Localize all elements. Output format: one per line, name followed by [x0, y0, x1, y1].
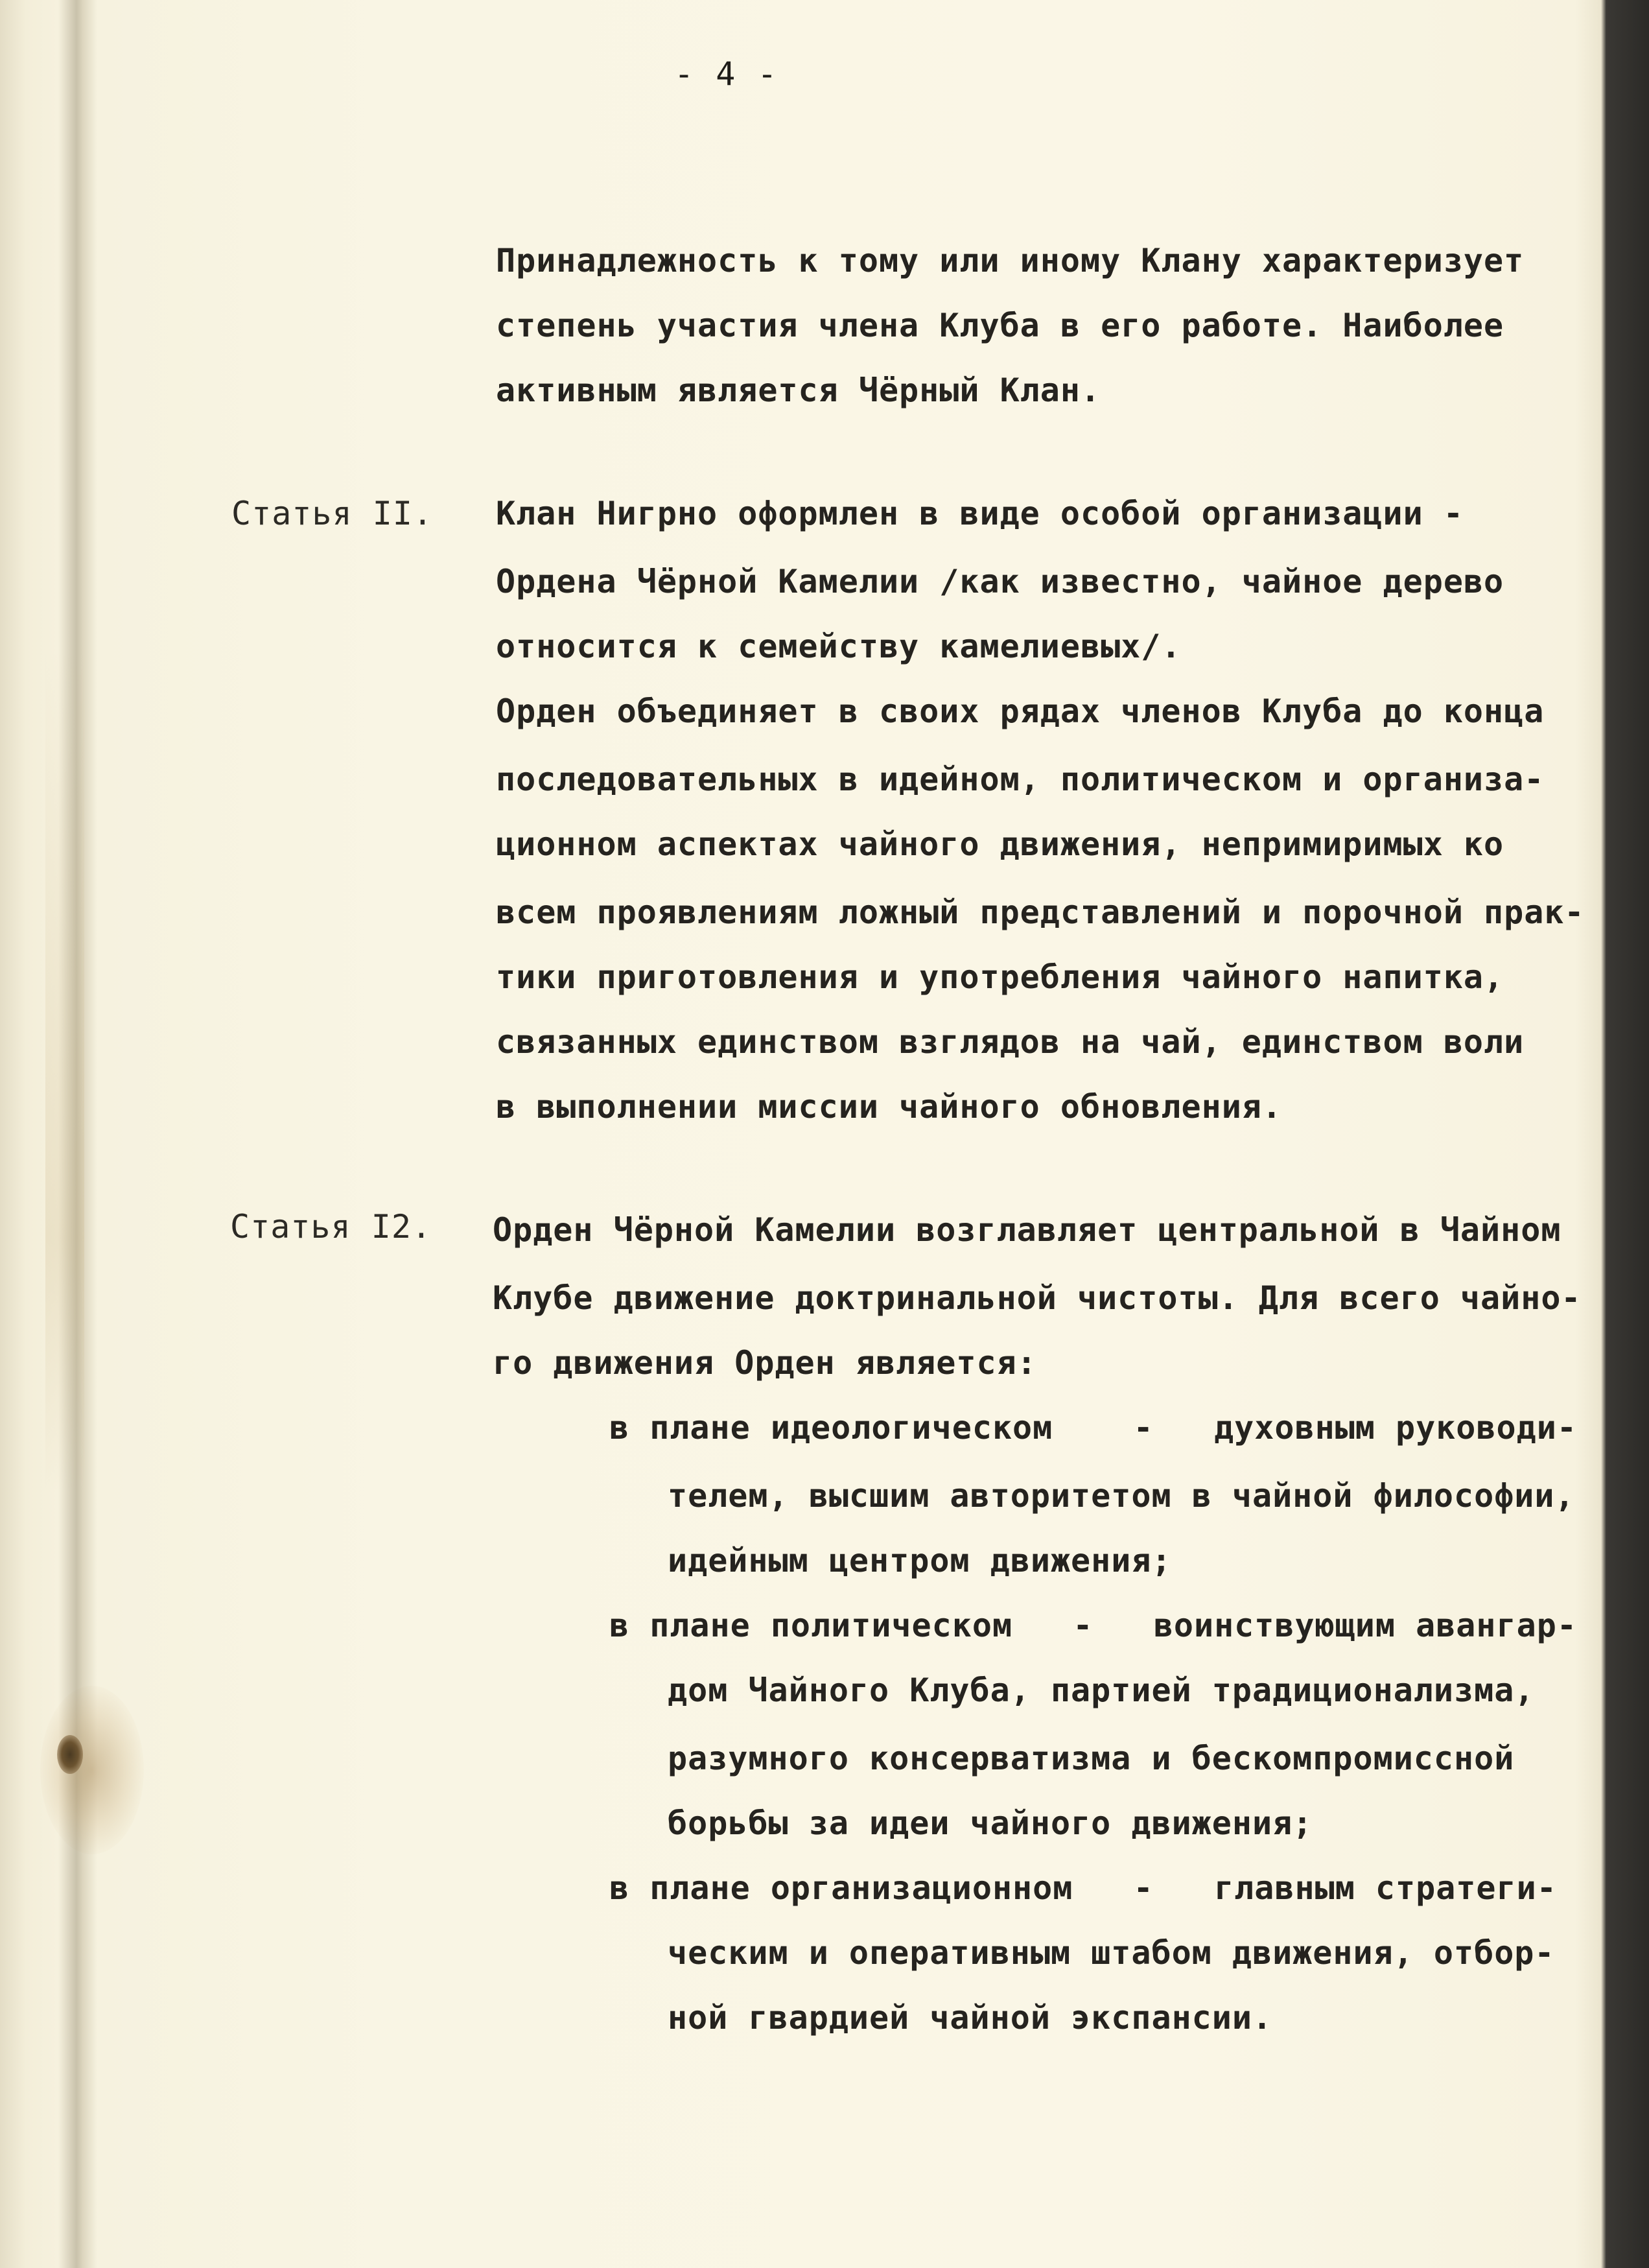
text-line: Клубе движение доктринальной чистоты. Для всего чайно-: [493, 1279, 1582, 1317]
text-line: всем проявлениям ложный представлений и порочной прак-: [496, 893, 1585, 931]
text-line: в выполнении миссии чайного обновления.: [496, 1088, 1282, 1126]
article-12-label: Статья I2.: [230, 1208, 432, 1246]
text-line: ческим и оперативным штабом движения, отбор-: [668, 1934, 1555, 1972]
paper-discoloration: [45, 648, 84, 1491]
text-line: относится к семейству камелиевых/.: [496, 628, 1182, 665]
text-line: разумного консерватизма и бескомпромиссной: [668, 1740, 1515, 1777]
list-item-lead: в плане идеологическом - духовным руководи-: [609, 1409, 1577, 1447]
text-line: Орден Чёрной Камелии возглавляет центральной в Чайном: [493, 1211, 1561, 1249]
text-line: Принадлежность к тому или иному Клану характеризует: [496, 242, 1525, 279]
text-line: Клан Нигрно оформлен в виде особой организации -: [496, 495, 1464, 532]
text-line: тики приготовления и употребления чайного напитка,: [496, 958, 1504, 996]
list-item-lead: в плане организационном - главным стратеги-: [609, 1869, 1557, 1907]
text-line: ционном аспектах чайного движения, непримиримых ко: [496, 825, 1504, 863]
text-line: дом Чайного Клуба, партией традиционализма,: [668, 1671, 1535, 1709]
text-line: ной гвардией чайной экспансии.: [668, 1999, 1273, 2037]
text-line: Ордена Чёрной Камелии /как известно, чайное дерево: [496, 563, 1504, 600]
rust-stain: [40, 1686, 144, 1854]
text-line: го движения Орден является:: [493, 1344, 1037, 1382]
text-line: Орден объединяет в своих рядах членов Клуба до конца: [496, 692, 1545, 730]
text-line: идейным центром движения;: [668, 1542, 1172, 1579]
text-line: борьбы за идеи чайного движения;: [668, 1804, 1313, 1842]
text-line: активным является Чёрный Клан.: [496, 372, 1101, 409]
text-line: телем, высшим авторитетом в чайной философии,: [668, 1477, 1575, 1515]
binding-hole: [57, 1735, 83, 1774]
article-11-label: Статья II.: [231, 495, 434, 532]
page-number: - 4 -: [674, 55, 778, 93]
text-line: степень участия члена Клуба в его работе. Наиболее: [496, 307, 1504, 344]
text-line: связанных единством взглядов на чай, единством воли: [496, 1023, 1525, 1061]
text-line: последовательных в идейном, политическом и организа-: [496, 761, 1545, 798]
list-item-lead: в плане политическом - воинствующим авангар-: [609, 1607, 1577, 1644]
